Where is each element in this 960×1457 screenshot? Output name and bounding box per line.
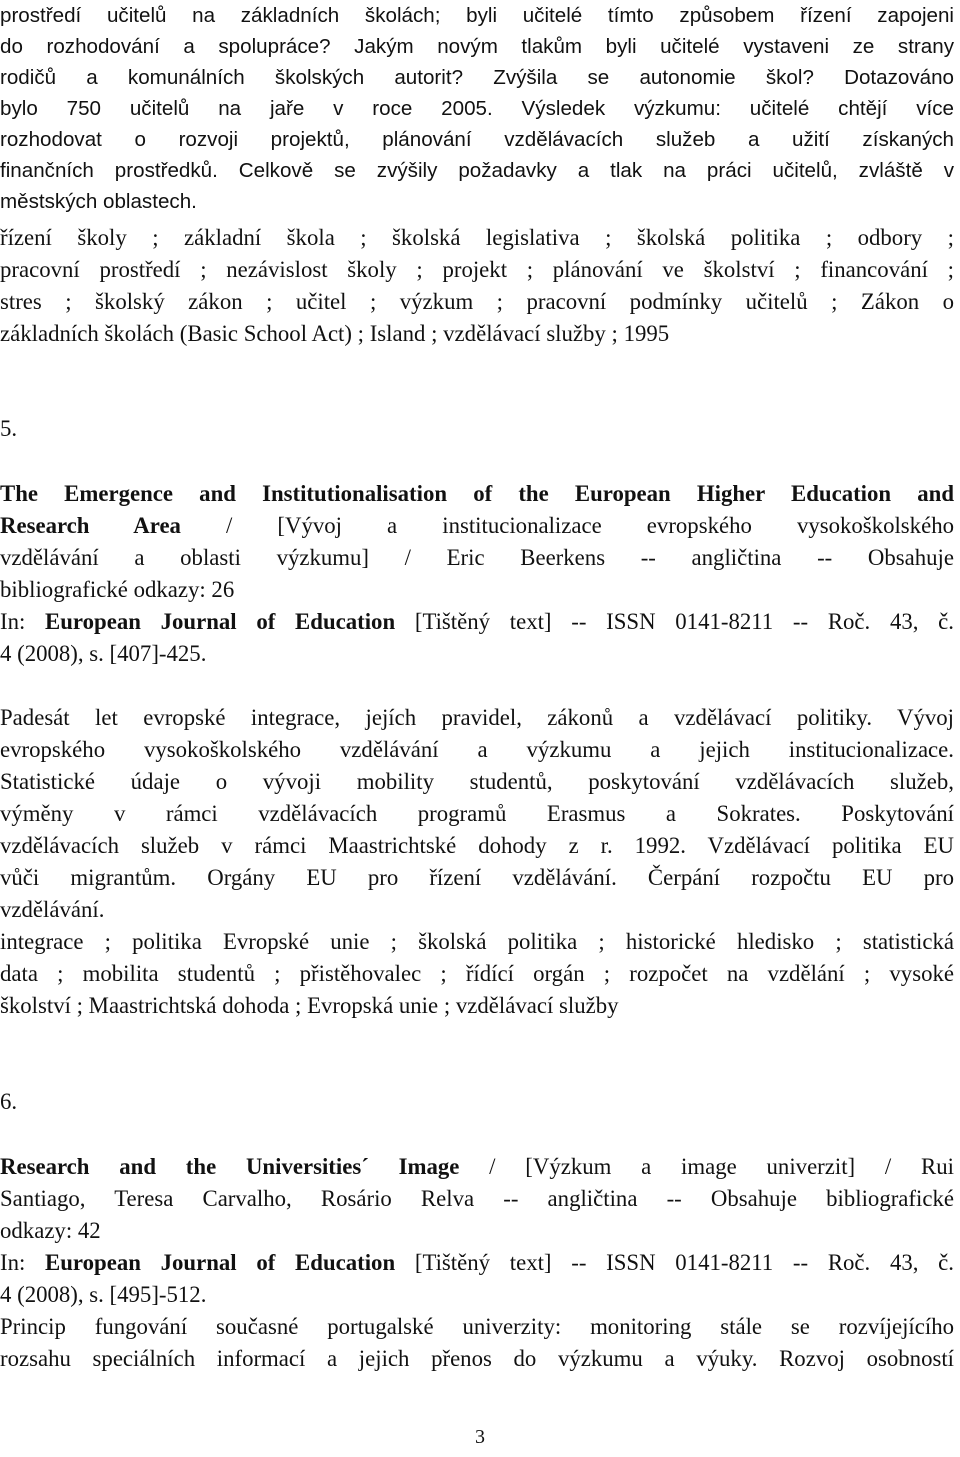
keyword-line: základních školách (Basic School Act) ; Island ; vzdělávací služby ; 1995 [0, 321, 670, 346]
abstract-line: evropského vysokoškolského vzdělávání a výzkumu a jejich institucionalizace. [0, 737, 954, 762]
keyword-line: stres ; školský zákon ; učitel ; výzkum ; pracovní podmínky učitelů ; Zákon o [0, 289, 954, 314]
abstract-line: rozsahu speciálních informací a jejich přenos do výzkumu a výuky. Rozvoj osobností [0, 1346, 954, 1371]
abstract-line: bylo 750 učitelů na jaře v roce 2005. Výsledek výzkumu: učitelé chtějí více [0, 97, 954, 120]
abstract-line: výměny v rámci vzdělávacích programů Erasmus a Sokrates. Poskytování [0, 801, 954, 826]
parallel-title: / [Vývoj a institucionalizace evropského vysokoškolského [180, 513, 954, 538]
entry-source-pages: 4 (2008), s. [407]-425. [0, 641, 207, 666]
abstract-line: Padesát let evropské integrace, jejích pravidel, zákonů a vzdělávací politiky. Vývoj [0, 705, 954, 730]
entry-number: 5. [0, 416, 18, 441]
abstract-line: rozhodovat o rozvoji projektů, plánování vzdělávacích služeb a užití získaných [0, 128, 954, 151]
entry-title: The Emergence and Institutionalisation of the European Higher Education and [0, 481, 954, 506]
journal-title: European Journal of Education [45, 1250, 396, 1275]
entry-authors-line: vzdělávání a oblasti výzkumu] / Eric Beerkens -- angličtina -- Obsahuje [0, 545, 954, 570]
entry-title-part: Research and the Universities´ Image [0, 1154, 460, 1179]
abstract-line: finančních prostředků. Celkově se zvýšily požadavky a tlak na práci učitelů, zvláště v [0, 159, 954, 182]
keyword-line: integrace ; politika Evropské unie ; školská politika ; historické hledisko ; statistická [0, 929, 954, 954]
keyword-line: řízení školy ; základní škola ; školská legislativa ; školská politika ; odbory ; [0, 225, 954, 250]
entry-bibliography-line: odkazy: 42 [0, 1218, 101, 1243]
entry-title-continued [0, 510, 954, 542]
abstract-line: vzdělávacích služeb v rámci Maastrichtské dohody z r. 1992. Vzdělávací politika EU [0, 833, 954, 858]
keyword-line: pracovní prostředí ; nezávislost školy ; projekt ; plánování ve školství ; financování ; [0, 257, 954, 282]
page-number: 3 [475, 1426, 485, 1448]
abstract-line: prostředí učitelů na základních školách; byli učitelé tímto způsobem řízení zapojeni [0, 4, 954, 27]
entry-number: 6. [0, 1089, 18, 1114]
source-details: [Tištěný text] -- ISSN 0141-8211 -- Roč. 43, č. [395, 1250, 954, 1275]
abstract-line: Princip fungování současné portugalské univerzity: monitoring stále se rozvíjejícího [0, 1314, 954, 1339]
keyword-line: data ; mobilita studentů ; přistěhovalec ; řídící orgán ; rozpočet na vzdělání ; vysoké [0, 961, 954, 986]
entry-source-line [0, 1247, 954, 1279]
parallel-title: / [Výzkum a image univerzit] / Rui [459, 1154, 954, 1179]
abstract-line: Statistické údaje o vývoji mobility studentů, poskytování vzdělávacích služeb, [0, 769, 954, 794]
source-prefix: In: [0, 609, 46, 634]
entry-bibliography-line: bibliografické odkazy: 26 [0, 577, 235, 602]
entry-authors-line: Santiago, Teresa Carvalho, Rosário Relva -- angličtina -- Obsahuje bibliografické [0, 1186, 954, 1211]
abstract-line: do rozhodování a spolupráce? Jakým novým tlakům byli učitelé vystaveni ze strany [0, 35, 954, 58]
entry-title-part: Research Area [0, 513, 181, 538]
entry-title [0, 1151, 954, 1183]
entry-source-line [0, 606, 954, 638]
abstract-line: městských oblastech. [0, 190, 197, 213]
abstract-line: vzdělávání. [0, 897, 105, 922]
journal-title: European Journal of Education [45, 609, 396, 634]
abstract-line: vůči migrantům. Orgány EU pro řízení vzdělávání. Čerpání rozpočtu EU pro [0, 865, 954, 890]
source-details: [Tištěný text] -- ISSN 0141-8211 -- Roč. 43, č. [395, 609, 954, 634]
entry-source-pages: 4 (2008), s. [495]-512. [0, 1282, 207, 1307]
abstract-line: rodičů a komunálních školských autorit? Zvýšila se autonomie škol? Dotazováno [0, 66, 954, 89]
keyword-line: školství ; Maastrichtská dohoda ; Evropská unie ; vzdělávací služby [0, 993, 619, 1018]
source-prefix: In: [0, 1250, 46, 1275]
